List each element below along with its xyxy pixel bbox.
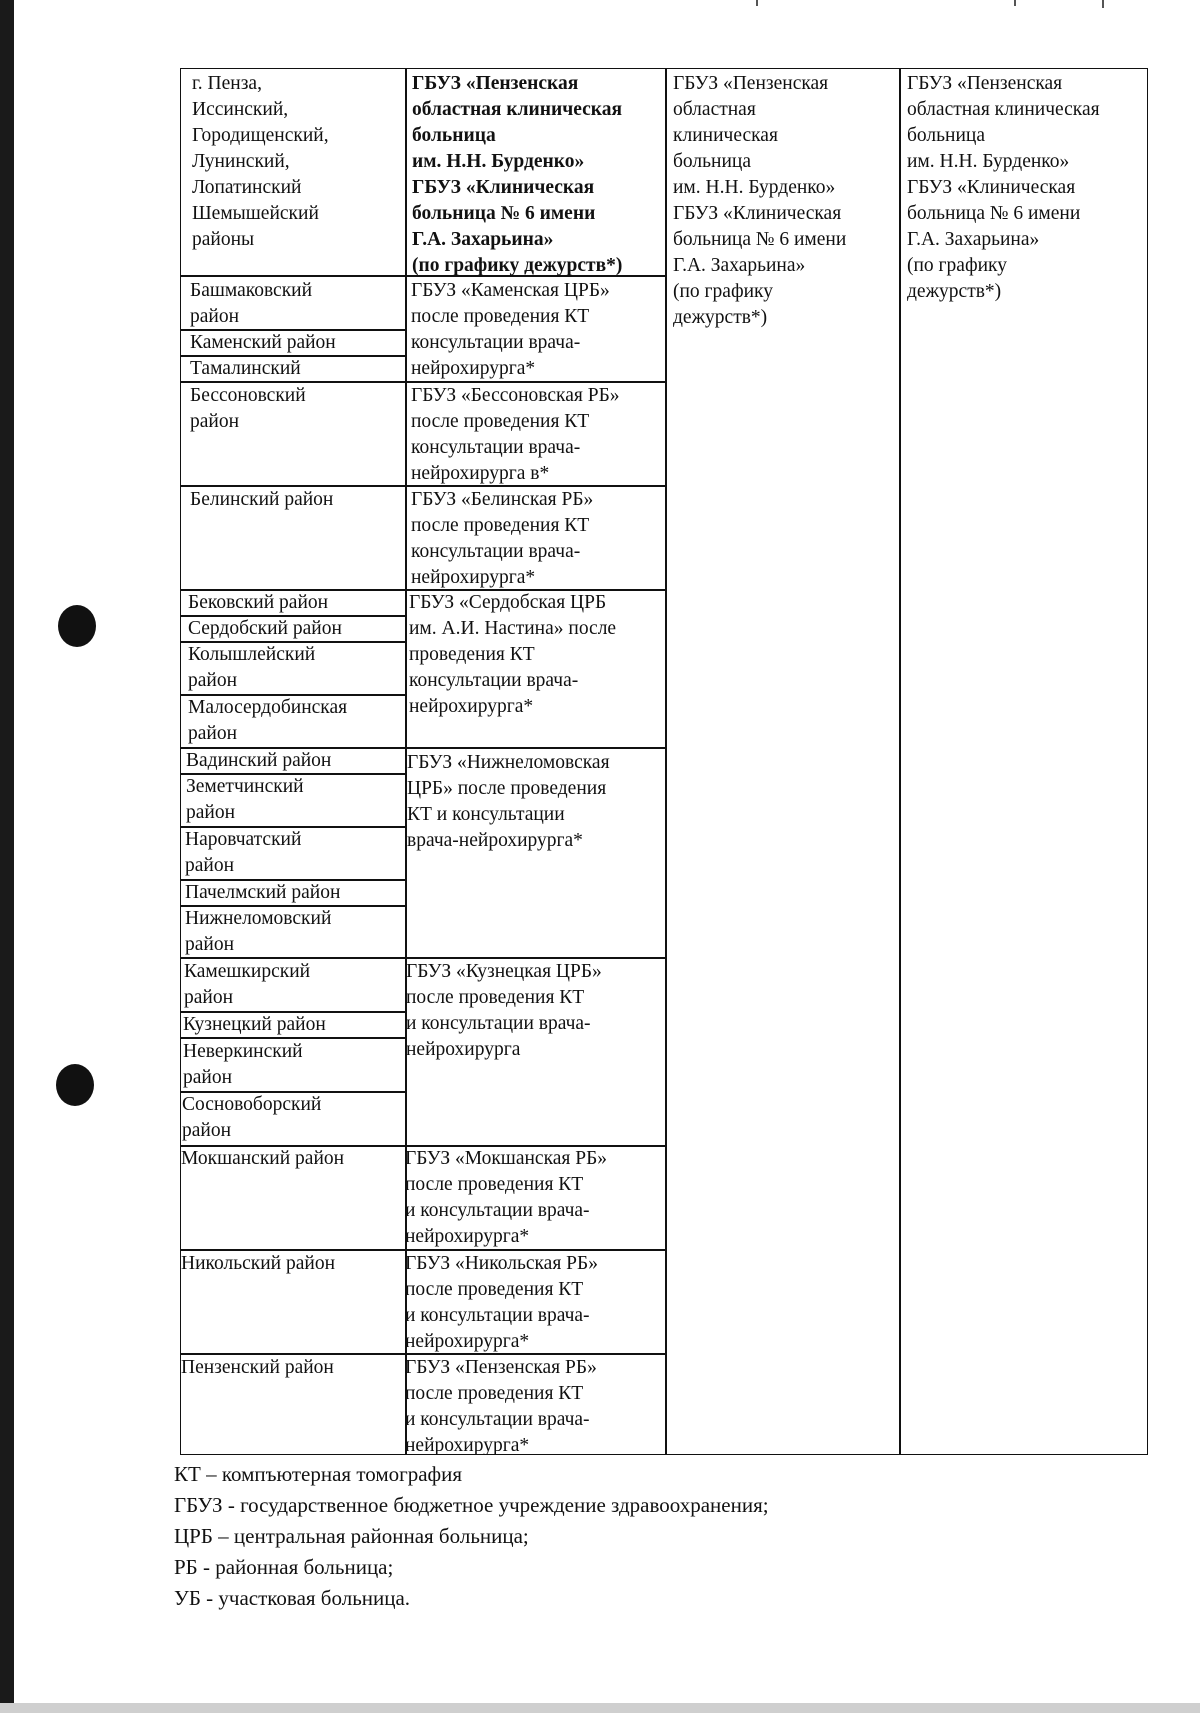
district-cell-nikolsky	[181, 1251, 335, 1277]
hospital-line: им. А.И. Настина» после	[409, 618, 617, 639]
district-line: Нижнеломовский	[185, 908, 332, 929]
hospital-line: проведения КТ	[409, 644, 535, 665]
district-cell-sosnovoborsky	[182, 1092, 321, 1144]
hospital-cell-bessonovskaya	[411, 383, 620, 487]
hospital-line: им. Н.Н. Бурденко»	[412, 151, 585, 172]
district-line: Земетчинский	[186, 776, 304, 797]
hospital-line: нейрохирурга*	[405, 1331, 530, 1352]
duty-hospitals-line: больница № 6 имени	[907, 203, 1081, 224]
hospital-line: после проведения КТ	[406, 987, 585, 1008]
hospital-line: ГБУЗ «Пензенская	[412, 73, 579, 94]
hospital-line: и консультации врача-	[405, 1409, 590, 1430]
scan-bottom-edge	[0, 1703, 1200, 1713]
district-line: Каменский район	[190, 332, 336, 353]
hospital-line: нейрохирурга в*	[411, 463, 550, 484]
hospital-line: и консультации врача-	[405, 1305, 590, 1326]
district-line: Бессоновский	[190, 385, 306, 406]
hospital-line: областная клиническая	[412, 99, 623, 120]
hospital-line: ГБУЗ «Клиническая	[412, 177, 595, 198]
hospital-line: ГБУЗ «Мокшанская РБ»	[405, 1148, 608, 1169]
duty-hospitals-line: ГБУЗ «Клиническая	[673, 203, 842, 224]
hospital-cell-belinskaya	[411, 487, 593, 591]
column-divider	[899, 69, 901, 1454]
hospital-line: после проведения КТ	[405, 1279, 584, 1300]
duty-hospitals-line: дежурств*)	[673, 307, 768, 328]
hospital-line: Г.А. Захарьина»	[412, 229, 554, 250]
hospital-cell-kuznetskaya	[406, 959, 602, 1063]
scan-mark	[756, 0, 758, 6]
hospital-line: врача-нейрохирурга*	[407, 830, 583, 851]
district-line: Неверкинский	[183, 1041, 303, 1062]
hospital-line: нейрохирурга*	[411, 358, 536, 379]
district-line: Белинский район	[190, 489, 334, 510]
district-line: район	[184, 987, 234, 1008]
duty-hospitals-line: Г.А. Захарьина»	[673, 255, 806, 276]
district-line: Никольский район	[181, 1253, 336, 1274]
district-cell-bekovsky	[188, 590, 328, 616]
district-line: Шемышейский	[192, 203, 319, 224]
duty-hospitals-line: областная	[673, 99, 756, 120]
legend-item: ЦРБ – центральная районная больница;	[174, 1524, 529, 1548]
district-line: Лопатинский	[192, 177, 302, 198]
duty-hospitals-line: им. Н.Н. Бурденко»	[673, 177, 836, 198]
hospital-cell-nikolskaya	[405, 1251, 598, 1355]
hospital-cell-penzenskaya	[405, 1355, 597, 1455]
district-line: Камешкирский	[184, 961, 311, 982]
district-line: Бековский район	[188, 592, 329, 613]
duty-hospitals-line: ГБУЗ «Пензенская	[907, 73, 1063, 94]
legend-item: КТ – компъютерная томография	[174, 1462, 463, 1486]
legend-item: УБ - участковая больница.	[174, 1586, 411, 1610]
district-line: Наровчатский	[185, 829, 302, 850]
district-line: Колышлейский	[188, 644, 316, 665]
hospital-line: нейрохирурга*	[405, 1226, 530, 1247]
hospital-cell-serdobskaya	[409, 590, 616, 720]
district-cell-serdobsky	[188, 616, 342, 642]
hospital-line: после проведения КТ	[411, 515, 590, 536]
duty-hospitals-line: (по графику	[673, 281, 773, 302]
duty-hospitals-line: Г.А. Захарьина»	[907, 229, 1040, 250]
district-line: г. Пенза,	[192, 73, 262, 94]
hospital-line: ГБУЗ «Белинская РБ»	[411, 489, 594, 510]
district-line: Сердобский район	[188, 618, 342, 639]
hospital-line: нейрохирурга*	[405, 1435, 530, 1455]
district-line: Мокшанский район	[181, 1148, 345, 1169]
district-line: Кузнецкий район	[183, 1014, 326, 1035]
district-line: Вадинский район	[186, 750, 332, 771]
district-line: Малосердобинская	[188, 697, 348, 718]
district-cell-kameshkirsky	[184, 959, 310, 1011]
duty-hospitals-line: ГБУЗ «Пензенская	[673, 73, 829, 94]
scan-mark	[1014, 0, 1016, 6]
hospital-cell-mokshanskaya	[405, 1146, 607, 1250]
district-line: район	[190, 411, 240, 432]
district-cell-maloserdobinsky	[188, 695, 347, 747]
hospital-line: консультации врача-	[411, 541, 581, 562]
district-line: Пачелмский район	[185, 882, 341, 903]
hospital-line: после проведения КТ	[411, 306, 590, 327]
hospital-line: ГБУЗ «Каменская ЦРБ»	[411, 280, 610, 301]
district-line: Башмаковский	[190, 280, 313, 301]
district-line: район	[185, 855, 235, 876]
district-cell-neverkinsky	[183, 1039, 303, 1091]
hospital-line: нейрохирурга*	[411, 567, 536, 588]
district-line: Пензенский район	[181, 1357, 334, 1378]
hospital-cell-nizhnelomovskaya	[407, 750, 610, 854]
hospital-line: ГБУЗ «Никольская РБ»	[405, 1253, 598, 1274]
duty-hospitals-line: дежурств*)	[907, 281, 1002, 302]
hospital-line: ЦРБ» после проведения	[407, 778, 607, 799]
routing-table	[180, 68, 1148, 1455]
district-line: район	[185, 934, 235, 955]
district-cell-pachelmsky	[185, 880, 340, 906]
hospital-line: ГБУЗ «Сердобская ЦРБ	[409, 592, 607, 613]
district-cell-kolyshleysky	[188, 642, 315, 694]
duty-hospitals-line: ГБУЗ «Клиническая	[907, 177, 1076, 198]
district-line: район	[188, 670, 238, 691]
legend-item: РБ - районная больница;	[174, 1555, 394, 1579]
district-cell-zemetchinsky	[186, 774, 304, 826]
duty-hospitals-line: (по графику	[907, 255, 1007, 276]
hospital-line: консультации врача-	[409, 670, 579, 691]
legend-item: ГБУЗ - государственное бюджетное учреждение здравоохранения;	[174, 1493, 769, 1517]
hospital-cell-penza	[412, 71, 622, 279]
hospital-line: после проведения КТ	[411, 411, 590, 432]
hospital-line: нейрохирурга*	[409, 696, 534, 717]
district-cell-kamensky	[190, 330, 336, 356]
district-line: район	[186, 802, 236, 823]
duty-hospitals-cell-col3	[673, 71, 846, 331]
district-line: Сосновоборский	[182, 1094, 322, 1115]
hospital-line: после проведения КТ	[405, 1383, 584, 1404]
hospital-line: и консультации врача-	[405, 1200, 590, 1221]
hospital-line: после проведения КТ	[405, 1174, 584, 1195]
district-cell-belinsky	[190, 487, 333, 513]
district-cell-nizhnelomovsky	[185, 906, 331, 958]
punch-hole-upper	[58, 605, 96, 647]
district-line: район	[182, 1120, 232, 1141]
hospital-line: консультации врача-	[411, 332, 581, 353]
duty-hospitals-line: областная клиническая	[907, 99, 1100, 120]
district-cell-penzensky	[181, 1355, 334, 1381]
district-cell-bessonovsky	[190, 383, 306, 435]
duty-hospitals-cell-col4	[907, 71, 1100, 305]
duty-hospitals-line: им. Н.Н. Бурденко»	[907, 151, 1070, 172]
scan-left-edge	[0, 0, 14, 1713]
scan-mark	[1102, 0, 1104, 8]
district-line: район	[190, 306, 240, 327]
hospital-line: ГБУЗ «Бессоновская РБ»	[411, 385, 620, 406]
hospital-line: консультации врача-	[411, 437, 581, 458]
duty-hospitals-line: больница № 6 имени	[673, 229, 847, 250]
punch-hole-lower	[56, 1064, 94, 1106]
district-cell-mokshansky	[181, 1146, 344, 1172]
district-cell-vadinsky	[186, 748, 331, 774]
hospital-cell-kamenskaya	[411, 278, 610, 382]
hospital-line: ГБУЗ «Нижнеломовская	[407, 752, 610, 773]
district-cell-penza	[192, 71, 329, 253]
district-line: Иссинский,	[192, 99, 289, 120]
hospital-line: и консультации врача-	[406, 1013, 591, 1034]
hospital-line: больница	[412, 125, 496, 146]
district-cell-narovchatsky	[185, 827, 301, 879]
duty-hospitals-line: больница	[907, 125, 985, 146]
hospital-line: ГБУЗ «Кузнецкая ЦРБ»	[406, 961, 602, 982]
hospital-line: больница № 6 имени	[412, 203, 596, 224]
district-cell-tamalinsky	[190, 356, 301, 382]
hospital-line: ГБУЗ «Пензенская РБ»	[405, 1357, 597, 1378]
district-line: Городищенский,	[192, 125, 329, 146]
abbreviations-legend	[174, 1459, 769, 1614]
hospital-line: КТ и консультации	[407, 804, 565, 825]
duty-hospitals-line: больница	[673, 151, 751, 172]
district-line: Лунинский,	[192, 151, 290, 172]
district-line: Тамалинский	[190, 358, 301, 379]
district-line: район	[183, 1067, 233, 1088]
district-cell-bashmakovsky	[190, 278, 312, 330]
district-line: районы	[192, 229, 255, 250]
district-line: район	[188, 723, 238, 744]
hospital-line: нейрохирурга	[406, 1039, 521, 1060]
district-cell-kuznetsky	[183, 1012, 326, 1038]
duty-hospitals-line: клиническая	[673, 125, 778, 146]
hospital-line: (по графику дежурств*)	[412, 255, 623, 276]
column-divider	[665, 69, 667, 1454]
